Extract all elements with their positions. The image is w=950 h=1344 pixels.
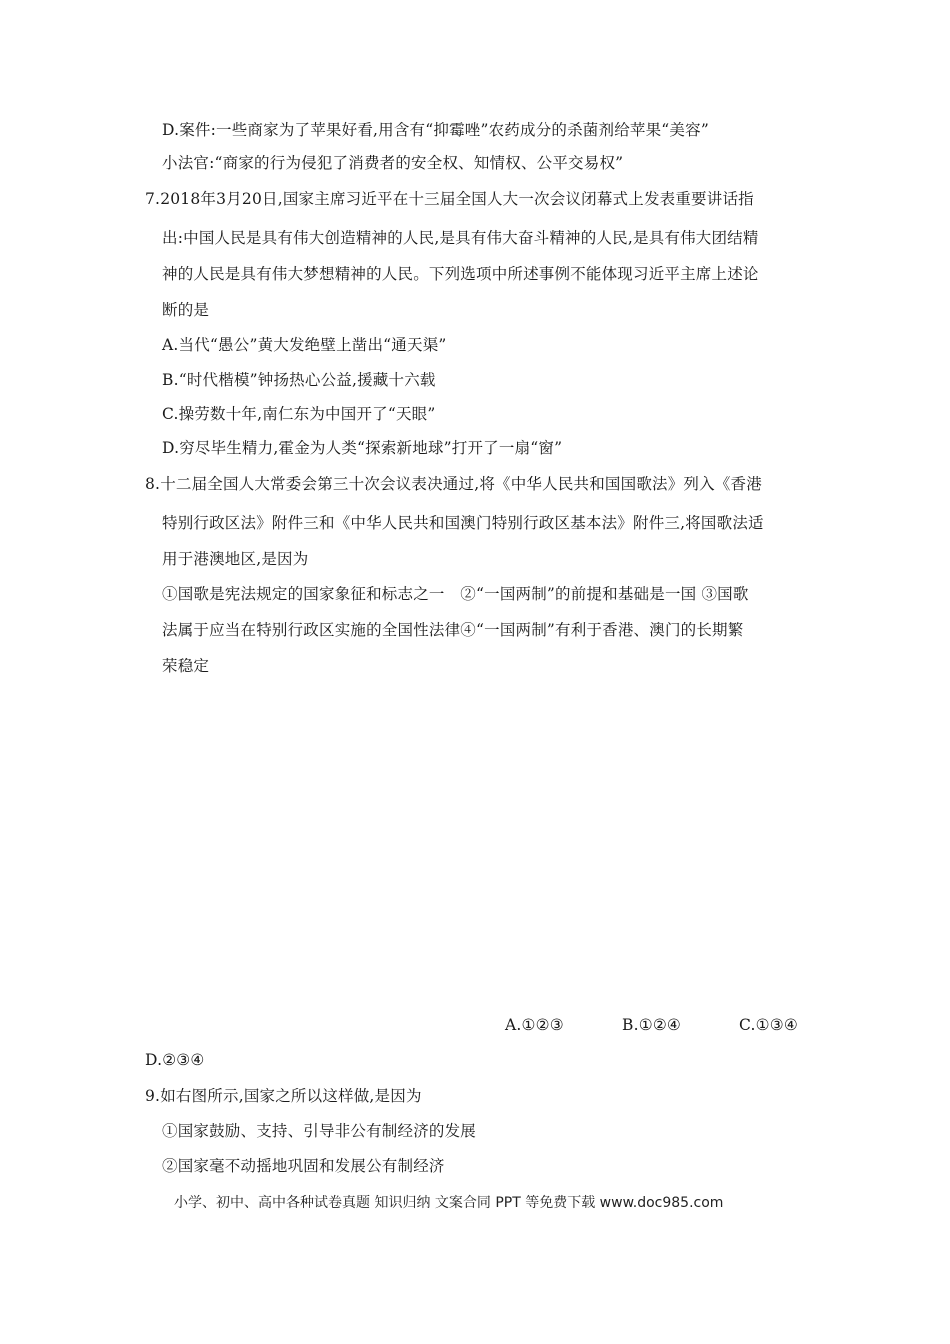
q7-option-b: B.“时代楷模”钟扬热心公益,援藏十六载 [162, 371, 436, 389]
q8-stem-line1: 8.十二届全国人大常委会第三十次会议表决通过,将《中华人民共和国国歌法》列入《香港 [145, 475, 762, 493]
q7-stem-line4: 断的是 [162, 301, 210, 319]
q8-items-line1: ①国歌是宪法规定的国家象征和标志之一 ②“一国两制”的前提和基础是一国 ③国歌 [162, 585, 749, 603]
q7-option-a: A.当代“愚公”黄大发绝壁上凿出“通天渠” [162, 336, 447, 354]
page-footer: 小学、初中、高中各种试卷真题 知识归纳 文案合同 PPT 等免费下载 www.doc985.com [174, 1195, 724, 1211]
q8-items-line2: 法属于应当在特别行政区实施的全国性法律④“一国两制”有利于香港、澳门的长期繁 [162, 621, 744, 639]
q8-option-c: C.①③④ [739, 1016, 798, 1034]
q7-option-c: C.操劳数十年,南仁东为中国开了“天眼” [162, 405, 436, 423]
q8-stem-line2: 特别行政区法》附件三和《中华人民共和国澳门特别行政区基本法》附件三,将国歌法适 [162, 514, 764, 532]
q7-stem-line2: 出:中国人民是具有伟大创造精神的人民,是具有伟大奋斗精神的人民,是具有伟大团结精 [162, 229, 759, 247]
q7-stem-line3: 神的人民是具有伟大梦想精神的人民。下列选项中所述事例不能体现习近平主席上述论 [162, 265, 759, 283]
q8-stem-line3: 用于港澳地区,是因为 [162, 550, 309, 568]
q8-option-b: B.①②④ [622, 1016, 682, 1034]
q8-option-d: D.②③④ [145, 1051, 205, 1069]
q7-stem-line1: 7.2018年3月20日,国家主席习近平在十三届全国人大一次会议闭幕式上发表重要讲话指 [145, 190, 754, 208]
q6-option-d-line1: D.案件:一些商家为了苹果好看,用含有“抑霉唑”农药成分的杀菌剂给苹果“美容” [162, 121, 709, 139]
q9-item-2: ②国家毫不动摇地巩固和发展公有制经济 [162, 1157, 445, 1175]
q9-stem: 9.如右图所示,国家之所以这样做,是因为 [145, 1087, 422, 1105]
q6-option-d-line2: 小法官:“商家的行为侵犯了消费者的安全权、知情权、公平交易权” [162, 154, 624, 172]
q9-item-1: ①国家鼓励、支持、引导非公有制经济的发展 [162, 1122, 477, 1140]
q8-items-line3: 荣稳定 [162, 657, 210, 675]
q8-option-a: A.①②③ [505, 1016, 564, 1034]
q7-option-d: D.穷尽毕生精力,霍金为人类“探索新地球”打开了一扇“窗” [162, 439, 563, 457]
